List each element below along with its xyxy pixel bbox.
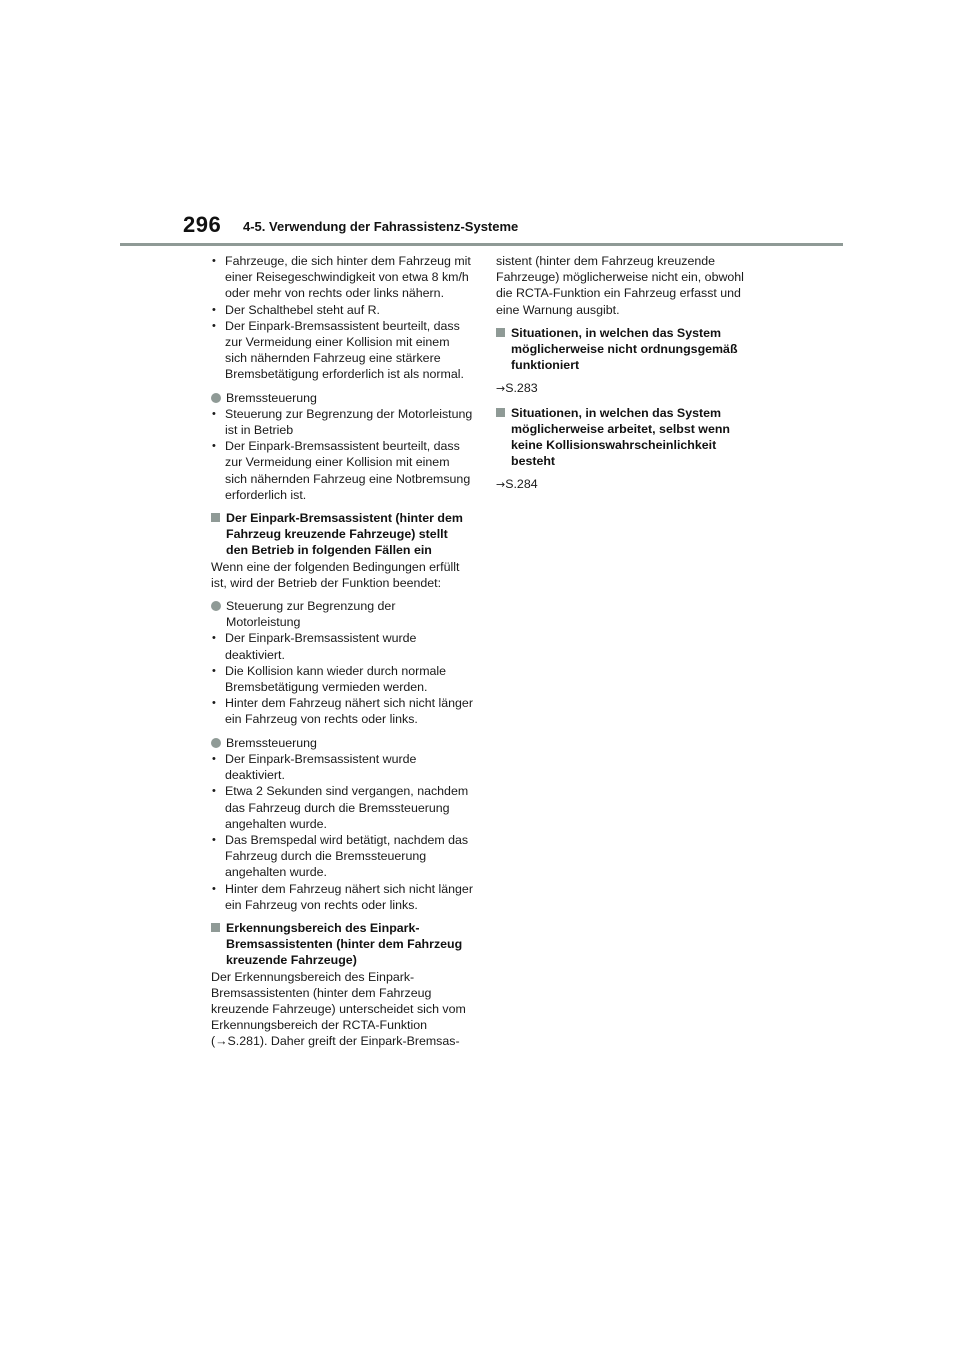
list-item: • Der Einpark-Bremsassistent wurde deaktiviert. (211, 751, 473, 783)
false-alarm-section (496, 405, 758, 470)
list-item: • Fahrzeuge, die sich hinter dem Fahrzeug mit einer Reisegeschwindigkeit von etwa 8 km/h oder mehr von rechts oder links nähern. (211, 253, 473, 302)
paragraph: Der Erkennungsbereich des Einpark-Bremsassistenten (hinter dem Fahrzeug kreuzende Fahrzeuge) unterscheidet sich vom Erkennungsbereich der RCTA-Funktion (→S.281). Daher greift der Einpark-Bremsas- (211, 969, 466, 1049)
engine-limit-block (211, 598, 473, 728)
circle-bullet-heading: Steuerung zur Begrenzung der Motorleistung (211, 598, 473, 630)
stop-section (211, 510, 473, 591)
right-column (496, 253, 758, 494)
section-heading: Der Einpark-Bremsassistent (hinter dem Fahrzeug kreuzende Fahrzeuge) stellt den Betrieb in folgenden Fällen ein (211, 510, 473, 559)
continued-paragraph: sistent (hinter dem Fahrzeug kreuzende Fahrzeuge) möglicherweise nicht ein, obwohl die RCTA-Funktion ein Fahrzeug erfasst und eine Warnung ausgibt. (496, 254, 744, 317)
list-item: • Etwa 2 Sekunden sind vergangen, nachdem das Fahrzeug durch die Bremssteuerung angehalten wurde. (211, 783, 473, 832)
list-item: • Der Einpark-Bremsassistent beurteilt, dass zur Vermeidung einer Kollision mit einem sich nähernden Fahrzeug eine stärkere Bremsbetätigung erforderlich ist als normal. (211, 318, 473, 383)
list-item: • Das Bremspedal wird betätigt, nachdem das Fahrzeug durch die Bremssteuerung angehalten wurde. (211, 832, 473, 881)
section-title: 4-5. Verwendung der Fahrassistenz-Systeme (243, 219, 519, 234)
arrow-icon: → (496, 382, 506, 396)
section-heading: Situationen, in welchen das System möglicherweise arbeitet, selbst wenn keine Kollisionswahrscheinlichkeit besteht (496, 405, 758, 470)
list-item: • Die Kollision kann wieder durch normale Bremsbetätigung vermieden werden. (211, 663, 473, 695)
list-item: • Der Einpark-Bremsassistent wurde deaktiviert. (211, 630, 473, 662)
page-number: 296 (183, 212, 222, 237)
range-section (211, 920, 473, 1050)
header-rule (120, 243, 843, 246)
list-item: • Der Schalthebel steht auf R. (211, 302, 473, 318)
left-column (211, 253, 473, 1050)
paragraph: Wenn eine der folgenden Bedingungen erfüllt ist, wird der Betrieb der Funktion beendet: (211, 559, 460, 590)
brake-control-block-2 (211, 735, 473, 913)
section-heading: Erkennungsbereich des Einpark-Bremsassistenten (hinter dem Fahrzeug kreuzende Fahrzeuge) (211, 920, 473, 969)
list-item: • Hinter dem Fahrzeug nähert sich nicht länger ein Fahrzeug von rechts oder links. (211, 881, 473, 913)
section-heading: Situationen, in welchen das System möglicherweise nicht ordnungsgemäß funktioniert (496, 325, 758, 374)
list-item: • Hinter dem Fahrzeug nähert sich nicht länger ein Fahrzeug von rechts oder links. (211, 695, 473, 727)
brake-control-block-1 (211, 390, 473, 503)
circle-bullet-heading: Bremssteuerung (211, 735, 473, 751)
page-reference[interactable] (496, 380, 758, 397)
page-reference-label: S.283 (505, 381, 538, 396)
malfunction-section (496, 325, 758, 374)
circle-bullet-heading: Bremssteuerung (211, 390, 473, 406)
list-item: • Steuerung zur Begrenzung der Motorleistung ist in Betrieb (211, 406, 473, 438)
page-reference[interactable] (496, 476, 758, 493)
intro-bullets (211, 253, 473, 383)
arrow-icon: → (496, 478, 506, 492)
list-item: • Der Einpark-Bremsassistent beurteilt, dass zur Vermeidung einer Kollision mit einem sich nähernden Fahrzeug eine Notbremsung erforderlich ist. (211, 438, 473, 503)
page-reference-label: S.284 (505, 477, 538, 492)
